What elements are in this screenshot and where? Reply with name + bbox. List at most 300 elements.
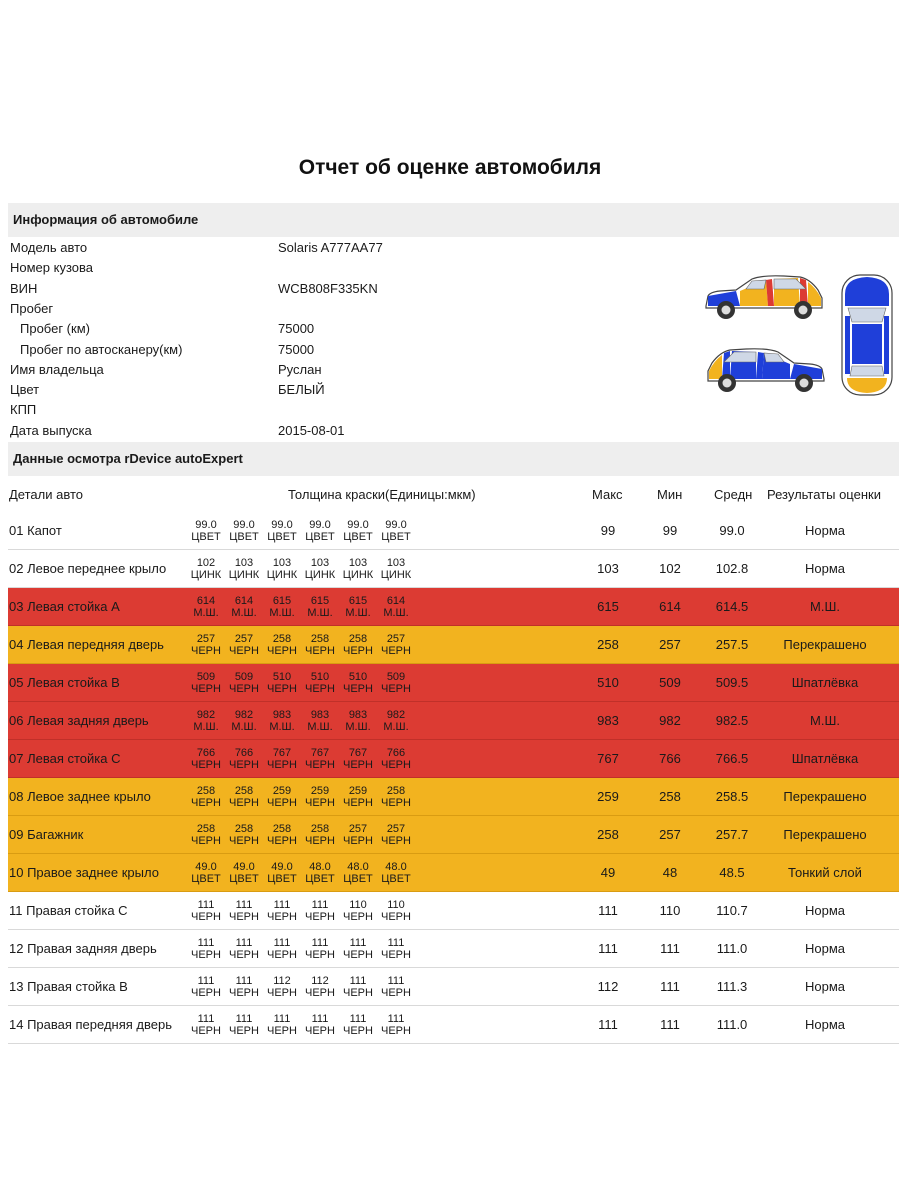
result-value: Норма	[804, 561, 845, 576]
measurement-value: 111	[387, 975, 405, 987]
max-value: 99	[600, 523, 616, 538]
measurement-cell	[263, 595, 301, 619]
measurement-cell	[263, 937, 301, 961]
measurement-type: М.Ш.	[193, 607, 219, 619]
max-value: 103	[597, 561, 619, 576]
measurement-cell	[301, 671, 339, 695]
table-row	[8, 702, 899, 740]
measurement-cell	[339, 557, 377, 581]
measurement-value: 111	[273, 1013, 291, 1025]
measurement-value: 49.0	[195, 861, 217, 873]
table-row	[8, 854, 899, 892]
measurement-cell	[225, 709, 263, 733]
measurement-value: 983	[310, 709, 330, 721]
measurement-value: 111	[387, 937, 405, 949]
min-value: 110	[659, 903, 681, 918]
max-value: 112	[597, 979, 619, 994]
avg-value: 257.5	[715, 637, 749, 652]
measurement-cell	[377, 747, 415, 771]
measurement-type: ЧЕРН	[191, 1025, 221, 1037]
measurement-cell	[225, 595, 263, 619]
measurement-cell	[263, 671, 301, 695]
min-value: 257	[659, 637, 681, 652]
measurement-value: 103	[310, 557, 330, 569]
measurement-cell	[377, 975, 415, 999]
measurement-cell	[301, 709, 339, 733]
measurement-value: 111	[349, 975, 367, 987]
measurement-value: 766	[196, 747, 216, 759]
avg-value: 509.5	[715, 675, 749, 690]
measurement-value: 111	[235, 899, 253, 911]
measurement-cell	[187, 823, 225, 847]
measurement-type: ЧЕРН	[191, 645, 221, 657]
max-value: 111	[598, 1017, 618, 1032]
measurement-type: ЧЕРН	[381, 759, 411, 771]
measurement-cell	[263, 975, 301, 999]
measurement-type: ЧЕРН	[191, 797, 221, 809]
measurement-type: ЦВЕТ	[381, 873, 411, 885]
measurement-type: ЧЕРН	[229, 835, 259, 847]
measurement-value: 767	[272, 747, 292, 759]
measurement-cell	[225, 671, 263, 695]
col-min: Мин	[657, 487, 683, 502]
measurement-cell	[301, 633, 339, 657]
measurement-cell	[339, 633, 377, 657]
measurement-cell	[187, 937, 225, 961]
measurement-type: ЧЕРН	[191, 949, 221, 961]
table-row	[8, 930, 899, 968]
measurement-value: 258	[310, 633, 330, 645]
part-name: 07 Левая стойка С	[9, 751, 121, 766]
part-name: 12 Правая задняя дверь	[9, 941, 157, 956]
measurement-value: 111	[235, 937, 253, 949]
measurement-value: 614	[234, 595, 254, 607]
measurement-cell	[187, 671, 225, 695]
measurement-type: ЧЕРН	[191, 683, 221, 695]
measurement-value: 103	[272, 557, 292, 569]
measurement-cell	[263, 1013, 301, 1037]
measurement-value: 258	[196, 823, 216, 835]
measurement-type: М.Ш.	[307, 721, 333, 733]
measurement-cell	[377, 861, 415, 885]
measurement-type: ЧЕРН	[381, 987, 411, 999]
measurement-value: 111	[197, 1013, 215, 1025]
part-name: 03 Левая стойка А	[9, 599, 120, 614]
measurement-type: ЧЕРН	[229, 683, 259, 695]
measurement-type: ЦВЕТ	[229, 873, 259, 885]
measurement-value: 614	[386, 595, 406, 607]
measurement-cell	[301, 519, 339, 543]
part-name: 02 Левое переднее крыло	[9, 561, 167, 576]
measurement-value: 982	[386, 709, 406, 721]
measurement-value: 258	[196, 785, 216, 797]
part-name: 11 Правая стойка С	[9, 903, 128, 918]
min-value: 102	[659, 561, 681, 576]
measurement-cell	[339, 823, 377, 847]
measurement-value: 48.0	[309, 861, 331, 873]
measurement-value: 111	[273, 899, 291, 911]
avg-value: 102.8	[715, 561, 749, 576]
info-label: Пробег (км)	[20, 321, 90, 337]
measurement-cell	[187, 747, 225, 771]
avg-value: 982.5	[715, 713, 749, 728]
info-value: WCB808F335KN	[278, 280, 378, 296]
measurement-value: 111	[349, 937, 367, 949]
min-value: 258	[659, 789, 681, 804]
measurement-type: ЦВЕТ	[267, 873, 297, 885]
info-label: ВИН	[10, 280, 38, 296]
info-label: Пробег по автосканеру(км)	[20, 341, 183, 357]
info-value: Solaris A777AA77	[278, 240, 383, 255]
measurement-value: 982	[196, 709, 216, 721]
measurement-cell	[225, 1013, 263, 1037]
measurement-value: 766	[386, 747, 406, 759]
measurement-cell	[339, 595, 377, 619]
measurement-value: 510	[272, 671, 292, 683]
measurement-type: ЧЕРН	[229, 645, 259, 657]
measurement-cell	[301, 557, 339, 581]
max-value: 983	[597, 713, 619, 728]
measurement-type: М.Ш.	[193, 721, 219, 733]
measurement-value: 259	[348, 785, 368, 797]
measurement-value: 99.0	[195, 519, 217, 531]
measurement-cell	[377, 709, 415, 733]
measurement-type: ЧЕРН	[343, 835, 373, 847]
measurement-value: 111	[197, 899, 215, 911]
measurement-type: ЦВЕТ	[381, 531, 411, 543]
measurement-cell	[301, 861, 339, 885]
table-row	[8, 550, 899, 588]
measurement-type: ЦВЕТ	[191, 531, 221, 543]
measurement-cell	[301, 747, 339, 771]
measurement-value: 111	[311, 937, 329, 949]
measurement-value: 49.0	[271, 861, 293, 873]
measurement-value: 112	[273, 975, 291, 987]
info-label: Имя владельца	[10, 361, 104, 377]
part-name: 05 Левая стойка В	[9, 675, 120, 690]
measurement-cell	[301, 1013, 339, 1037]
measurement-type: ЧЕРН	[343, 759, 373, 771]
measurement-type: ЧЕРН	[343, 911, 373, 923]
measurement-type: ЧЕРН	[305, 1025, 335, 1037]
measurement-value: 111	[349, 1013, 367, 1025]
measurement-value: 258	[234, 823, 254, 835]
measurement-type: М.Ш.	[269, 721, 295, 733]
measurement-type: ЧЕРН	[305, 797, 335, 809]
measurement-cell	[377, 595, 415, 619]
info-label: Пробег	[10, 300, 54, 316]
result-value: Норма	[804, 941, 845, 956]
measurement-value: 615	[310, 595, 330, 607]
measurement-type: М.Ш.	[307, 607, 333, 619]
measurement-value: 258	[272, 633, 292, 645]
measurement-cell	[225, 823, 263, 847]
measurement-value: 258	[386, 785, 406, 797]
measurement-value: 111	[235, 975, 253, 987]
measurement-cell	[339, 937, 377, 961]
measurement-cell	[263, 899, 301, 923]
page-title: Отчет об оценке автомобиля	[298, 156, 602, 179]
measurement-value: 767	[310, 747, 330, 759]
inspection-table	[8, 512, 899, 1044]
measurement-value: 103	[234, 557, 254, 569]
max-value: 767	[597, 751, 619, 766]
measurement-cell	[225, 975, 263, 999]
part-name: 04 Левая передняя дверь	[9, 637, 164, 652]
measurement-cell	[339, 519, 377, 543]
info-value: БЕЛЫЙ	[278, 382, 325, 398]
measurement-cell	[301, 595, 339, 619]
measurement-type: ЦИНК	[266, 569, 298, 581]
max-value: 258	[597, 637, 619, 652]
measurement-type: ЧЕРН	[267, 1025, 297, 1037]
measurement-cell	[263, 519, 301, 543]
info-value: Руслан	[278, 361, 322, 377]
measurement-value: 258	[348, 633, 368, 645]
measurement-type: ЧЕРН	[229, 759, 259, 771]
measurement-cell	[263, 709, 301, 733]
measurement-cell	[187, 595, 225, 619]
car-right-side-icon	[700, 345, 830, 397]
measurement-type: ЦВЕТ	[305, 531, 335, 543]
measurement-value: 259	[272, 785, 292, 797]
measurement-type: ЦИНК	[304, 569, 336, 581]
min-value: 111	[660, 941, 680, 956]
measurement-cell	[225, 633, 263, 657]
result-value: М.Ш.	[810, 599, 840, 614]
measurement-cell	[225, 519, 263, 543]
measurement-type: ЧЕРН	[305, 911, 335, 923]
measurement-type: ЧЕРН	[343, 683, 373, 695]
measurement-value: 258	[234, 785, 254, 797]
measurement-type: ЧЕРН	[229, 911, 259, 923]
avg-value: 110.7	[716, 903, 748, 918]
table-row	[8, 892, 899, 930]
measurement-value: 983	[348, 709, 368, 721]
part-name: 14 Правая передняя дверь	[9, 1017, 172, 1032]
col-max: Макс	[592, 487, 623, 502]
table-row	[8, 968, 899, 1006]
measurement-value: 111	[273, 937, 291, 949]
info-label: Дата выпуска	[10, 422, 92, 438]
measurement-type: ЧЕРН	[191, 759, 221, 771]
measurement-type: ЦВЕТ	[191, 873, 221, 885]
measurement-cell	[339, 1013, 377, 1037]
avg-value: 257.7	[715, 827, 749, 842]
measurement-type: ЧЕРН	[191, 835, 221, 847]
min-value: 48	[662, 865, 678, 880]
measurement-type: М.Ш.	[231, 607, 257, 619]
measurement-cell	[187, 557, 225, 581]
avg-value: 48.5	[719, 865, 745, 880]
measurement-cell	[263, 747, 301, 771]
measurement-type: ЦИНК	[228, 569, 260, 581]
measurement-cell	[263, 633, 301, 657]
measurement-value: 103	[386, 557, 406, 569]
min-value: 614	[659, 599, 681, 614]
measurement-cell	[377, 899, 415, 923]
measurement-type: М.Ш.	[345, 607, 371, 619]
measurement-cell	[225, 937, 263, 961]
measurement-type: ЧЕРН	[305, 949, 335, 961]
max-value: 259	[597, 789, 619, 804]
measurement-cell	[377, 937, 415, 961]
measurement-value: 111	[235, 1013, 253, 1025]
measurement-type: ЧЕРН	[343, 987, 373, 999]
measurement-type: ЧЕРН	[381, 683, 411, 695]
max-value: 49	[600, 865, 616, 880]
result-value: Норма	[804, 1017, 845, 1032]
measurement-cell	[339, 861, 377, 885]
measurement-cell	[187, 519, 225, 543]
measurement-cell	[339, 899, 377, 923]
measurement-cell	[225, 785, 263, 809]
measurement-value: 766	[234, 747, 254, 759]
part-name: 01 Капот	[9, 523, 62, 538]
measurement-value: 258	[310, 823, 330, 835]
measurement-value: 99.0	[271, 519, 293, 531]
measurement-type: ЧЕРН	[267, 683, 297, 695]
info-value: 75000	[278, 321, 315, 337]
measurement-type: ЧЕРН	[381, 1025, 411, 1037]
measurement-value: 259	[310, 785, 330, 797]
measurement-type: ЧЕРН	[267, 759, 297, 771]
measurement-type: ЦИНК	[342, 569, 374, 581]
max-value: 258	[597, 827, 619, 842]
result-value: Перекрашено	[783, 827, 867, 842]
measurement-value: 99.0	[309, 519, 331, 531]
measurement-type: ЧЕРН	[343, 949, 373, 961]
table-header	[8, 478, 899, 512]
measurement-value: 615	[348, 595, 368, 607]
measurement-value: 257	[196, 633, 216, 645]
table-row	[8, 588, 899, 626]
col-result: Результаты оценки	[767, 487, 881, 502]
min-value: 99	[662, 523, 678, 538]
measurement-type: М.Ш.	[345, 721, 371, 733]
min-value: 766	[659, 751, 681, 766]
measurement-type: ЦВЕТ	[229, 531, 259, 543]
measurement-type: ЧЕРН	[229, 949, 259, 961]
measurement-cell	[225, 861, 263, 885]
measurement-type: ЧЕРН	[381, 949, 411, 961]
measurement-type: ЧЕРН	[305, 683, 335, 695]
measurement-cell	[339, 785, 377, 809]
max-value: 111	[598, 941, 618, 956]
result-value: Шпатлёвка	[791, 675, 859, 690]
measurement-cell	[339, 709, 377, 733]
measurement-value: 257	[386, 823, 406, 835]
measurement-type: ЧЕРН	[343, 797, 373, 809]
measurement-cell	[301, 785, 339, 809]
measurement-type: ЧЕРН	[381, 835, 411, 847]
measurement-value: 509	[196, 671, 216, 683]
measurement-cell	[301, 937, 339, 961]
measurement-cell	[263, 785, 301, 809]
measurement-value: 258	[272, 823, 292, 835]
measurement-value: 99.0	[347, 519, 369, 531]
result-value: М.Ш.	[810, 713, 840, 728]
measurement-value: 257	[348, 823, 368, 835]
measurement-type: ЧЕРН	[343, 1025, 373, 1037]
measurement-cell	[301, 899, 339, 923]
measurement-cell	[187, 709, 225, 733]
table-row	[8, 816, 899, 854]
measurement-type: ЧЕРН	[267, 797, 297, 809]
measurement-value: 111	[311, 899, 329, 911]
measurement-type: М.Ш.	[231, 721, 257, 733]
measurement-cell	[263, 557, 301, 581]
result-value: Перекрашено	[783, 789, 867, 804]
measurement-type: ЦИНК	[190, 569, 222, 581]
avg-value: 614.5	[715, 599, 749, 614]
result-value: Норма	[804, 523, 845, 538]
measurement-type: ЧЕРН	[229, 1025, 259, 1037]
part-name: 08 Левое заднее крыло	[9, 789, 151, 804]
measurement-type: ЧЕРН	[267, 835, 297, 847]
measurement-cell	[377, 823, 415, 847]
result-value: Норма	[804, 903, 845, 918]
measurement-cell	[339, 671, 377, 695]
measurement-cell	[339, 975, 377, 999]
result-value: Шпатлёвка	[791, 751, 859, 766]
measurement-value: 111	[311, 1013, 329, 1025]
min-value: 111	[660, 979, 680, 994]
measurement-cell	[263, 823, 301, 847]
measurement-value: 982	[234, 709, 254, 721]
car-top-view-icon	[838, 272, 896, 398]
measurement-type: ЧЕРН	[343, 645, 373, 657]
measurement-type: ЧЕРН	[191, 987, 221, 999]
measurement-value: 102	[196, 557, 216, 569]
measurement-type: ЦИНК	[380, 569, 412, 581]
measurement-value: 767	[348, 747, 368, 759]
measurement-value: 509	[386, 671, 406, 683]
measurement-value: 49.0	[233, 861, 255, 873]
measurement-value: 48.0	[385, 861, 407, 873]
col-part: Детали авто	[9, 487, 83, 502]
info-label: КПП	[10, 402, 37, 418]
table-row	[8, 512, 899, 550]
avg-value: 99.0	[719, 523, 745, 538]
measurement-cell	[377, 785, 415, 809]
measurement-value: 99.0	[385, 519, 407, 531]
measurement-value: 111	[197, 975, 215, 987]
measurement-value: 110	[387, 899, 405, 911]
measurement-value: 614	[196, 595, 216, 607]
measurement-type: М.Ш.	[383, 721, 409, 733]
measurement-value: 257	[234, 633, 254, 645]
measurement-type: ЧЕРН	[381, 797, 411, 809]
part-name: 09 Багажник	[9, 827, 84, 842]
measurement-cell	[377, 1013, 415, 1037]
max-value: 111	[598, 903, 618, 918]
table-row	[8, 626, 899, 664]
measurement-value: 111	[387, 1013, 405, 1025]
measurement-type: М.Ш.	[383, 607, 409, 619]
table-row	[8, 778, 899, 816]
avg-value: 111.3	[716, 979, 748, 994]
info-value: 2015-08-01	[278, 422, 345, 438]
measurement-cell	[377, 519, 415, 543]
inspection-heading: Данные осмотра rDevice autoExpert	[8, 442, 899, 476]
min-value: 111	[660, 1017, 680, 1032]
measurement-type: ЦВЕТ	[305, 873, 335, 885]
table-row	[8, 664, 899, 702]
measurement-cell	[263, 861, 301, 885]
measurement-value: 99.0	[233, 519, 255, 531]
info-label: Номер кузова	[10, 260, 93, 276]
